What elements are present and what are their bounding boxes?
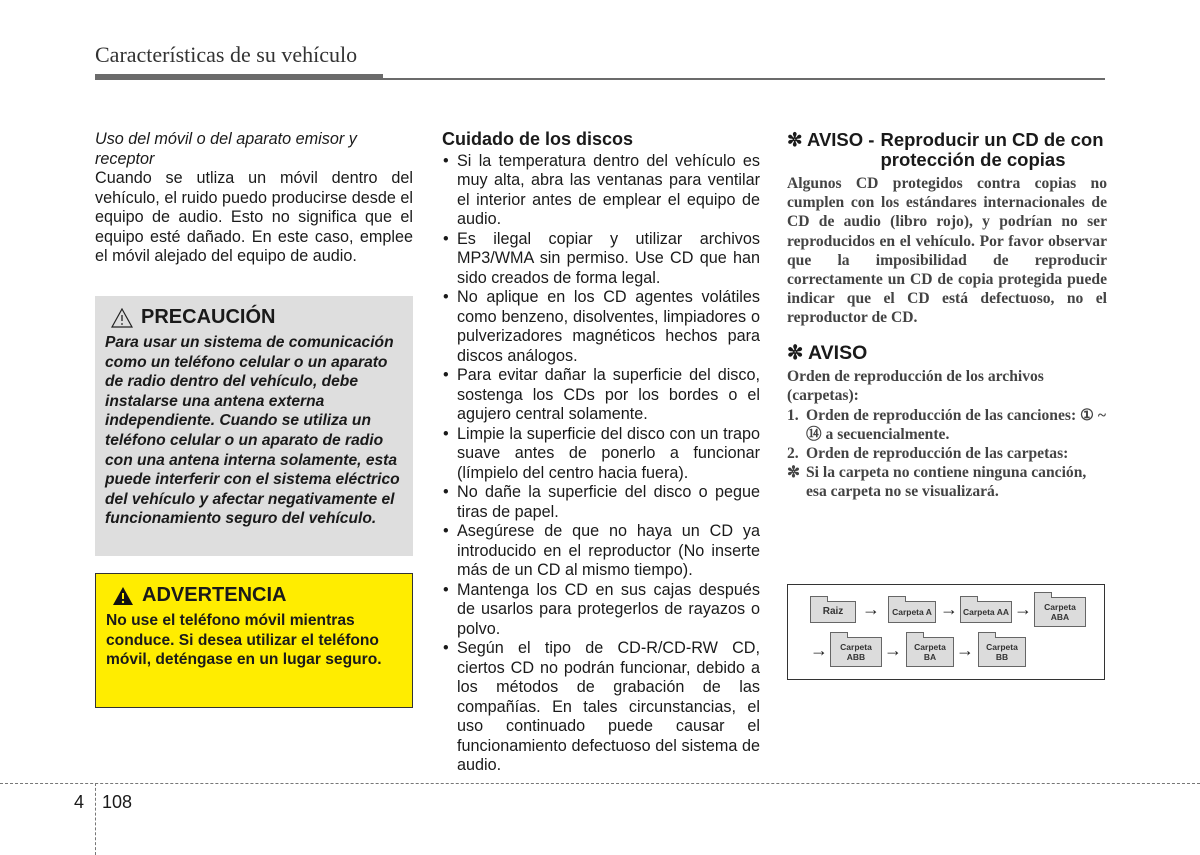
list-item: • Para evitar dañar la superficie del disco, sostenga los CDs por los bordes o el agujero central solamente. — [442, 366, 760, 425]
precaucion-heading — [111, 306, 403, 329]
list-item: • Limpie la superficie del disco con un trapo suave antes de ponerlo a funcionar (límpielo del centro hacia fuera). — [442, 425, 760, 484]
page-number: 108 — [102, 792, 133, 812]
folder-aa: Carpeta AA — [960, 601, 1012, 623]
aviso-copy-protection-title: Reproducir un CD de con protección de copias — [880, 129, 1104, 170]
footer-divider — [0, 783, 1200, 784]
list-item-number: 2. — [787, 444, 799, 462]
footer-vertical-divider — [95, 783, 96, 855]
folder-bb: Carpeta BB — [978, 637, 1026, 667]
precaucion-title: PRECAUCIÓN — [141, 306, 276, 328]
mobile-use-paragraph: Cuando se utliza un móvil dentro del vehículo, el ruido puedo producirse desde el equipo de audio. Esto no significa que el equipo esté dañado. En este caso, emplee el móvil alejado del equipo de audio. — [95, 169, 413, 265]
column-middle — [442, 130, 760, 776]
list-item: • Asegúrese de que no haya un CD ya introducido en el reproductor (No inserte más de un CD al mismo tiempo). — [442, 522, 760, 581]
arrow-icon: → — [884, 640, 902, 660]
folder-a: Carpeta A — [888, 601, 936, 623]
list-item: • Mantenga los CD en sus cajas después de usarlos para protegerlos de rayazos o polvo. — [442, 581, 760, 640]
folder-aba: Carpeta ABA — [1034, 597, 1086, 627]
advertencia-heading — [112, 584, 402, 607]
list-item: • Si la temperatura dentro del vehículo es muy alta, abra las ventanas para ventilar el interior antes de emplear el equipo de audio. — [442, 152, 760, 230]
list-item — [787, 444, 1107, 463]
list-item: • No aplique en los CD agentes volátiles como benzeno, disolventes, limpiadores o pulverizadores magnéticos hechos para discos análogos. — [442, 288, 760, 366]
arrow-icon: → — [1014, 599, 1032, 619]
section-number: 4 — [74, 792, 85, 812]
advertencia-text: No use el teléfono móvil mientras conduce. Si desea utilizar el teléfono móvil, deténgase en un lugar seguro. — [106, 612, 382, 669]
subhead-mobile-use: Uso del móvil o del aparato emisor y receptor — [95, 130, 357, 168]
advertencia-title: ADVERTENCIA — [142, 584, 287, 606]
list-item: • No dañe la superficie del disco o pegue tiras de papel. — [442, 483, 760, 522]
arrow-icon: → — [956, 640, 974, 660]
list-item-number: ✼ — [787, 464, 801, 482]
disc-care-title: Cuidado de los discos — [442, 129, 634, 149]
list-item: • Según el tipo de CD-R/CD-RW CD, ciertos CD no podrán funcionar, debido a los métodos de grabación de las compañías. En tales circunstancias, el uso continuado puede causar el funcionamiento defectuoso del sistema de audio. — [442, 639, 760, 776]
list-item-number: 1. — [787, 406, 799, 424]
arrow-icon: → — [940, 599, 958, 619]
precaucion-box — [95, 296, 413, 556]
list-item-text: Si la carpeta no contiene ninguna canción, esa carpeta no se visualizará. — [806, 464, 1087, 501]
folder-order-diagram — [787, 584, 1105, 680]
column-left — [95, 130, 413, 267]
header-rule-thin — [383, 78, 1105, 80]
list-item — [787, 406, 1107, 444]
caution-triangle-icon — [111, 308, 133, 328]
page-header-title: Características de su vehículo — [95, 42, 358, 67]
advertencia-box — [95, 573, 413, 708]
disc-care-list — [442, 152, 760, 776]
header-rule-thick — [95, 74, 383, 80]
column-right — [787, 130, 1107, 502]
list-item: • Es ilegal copiar y utilizar archivos MP3/WMA sin permiso. Use CD que han sido creados de forma legal. — [442, 230, 760, 289]
folder-raiz: Raiz — [810, 601, 856, 623]
arrow-icon: → — [810, 640, 828, 660]
aviso-lead: ✼ AVISO - — [787, 129, 875, 150]
aviso-playback-intro: Orden de reproducción de los archivos (carpetas): — [787, 368, 1044, 405]
precaucion-text: Para usar un sistema de comunicación como un teléfono celular o un aparato de radio dentro del vehículo, debe instalarse una antena externa independiente. Cuando se utiliza un teléfono celular o un aparato de radio con una antena interna solamente, esta puede interferir con el sistema eléctrico del vehículo y afectar negativamente el funcionamiento seguro del vehículo. — [105, 334, 400, 528]
aviso-copy-protection-text: Algunos CD protegidos contra copias no cumplen con los estándares internacionales de CD de audio (libro rojo), y podrían no ser reproducidos en el vehículo. Por favor observar que la imposibilidad de reproducir correctamente un CD de copia protegida puede indicar que el CD está defectuoso, no el reproductor de CD. — [787, 175, 1107, 327]
folder-abb: Carpeta ABB — [830, 637, 882, 667]
list-item — [787, 463, 1107, 501]
list-item-text: Orden de reproducción de las canciones: ① ~ ⑭ a secuencialmente. — [806, 406, 1107, 443]
list-item-text: Orden de reproducción de las carpetas: — [806, 444, 1069, 462]
aviso-copy-protection-heading — [787, 130, 1107, 170]
folder-ba: Carpeta BA — [906, 637, 954, 667]
aviso-playback-title: ✼ AVISO — [787, 341, 868, 364]
arrow-icon: → — [862, 599, 880, 619]
warning-triangle-icon — [112, 586, 134, 606]
